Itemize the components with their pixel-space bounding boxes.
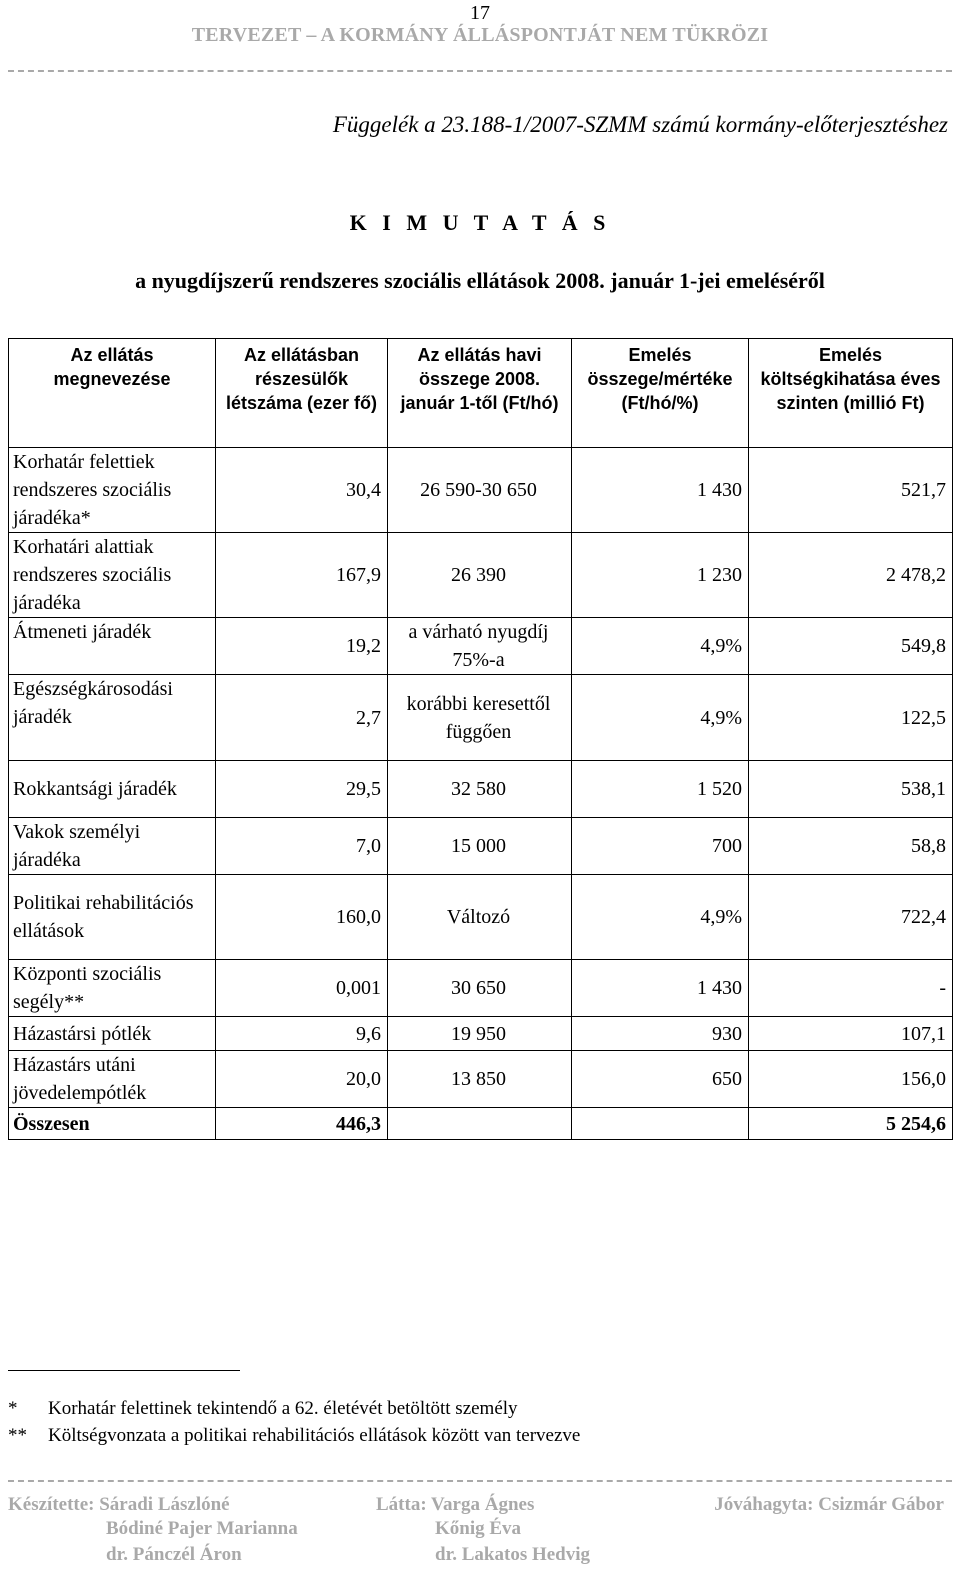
increase-cell: 4,9%: [572, 675, 749, 761]
table-header-row: [9, 339, 953, 448]
document-title: K I M U T A T Á S: [349, 210, 611, 235]
page-number: 17: [470, 2, 490, 24]
total-monthly-amount: [388, 1108, 572, 1140]
annual-cost-cell: 549,8: [749, 618, 953, 675]
appendix-reference: Függelék a 23.188-1/2007-SZMM számú kormány-előterjesztéshez: [332, 112, 948, 137]
increase-cell: 930: [572, 1017, 749, 1051]
footnote: [8, 1398, 518, 1420]
benefit-name: Politikai rehabilitációs ellátások: [9, 875, 216, 960]
increase-cell: 700: [572, 818, 749, 875]
total-annual-cost: 5 254,6: [749, 1108, 953, 1140]
document-subtitle: a nyugdíjszerű rendszeres szociális ellátások 2008. január 1-jei emeléséről: [135, 268, 825, 293]
footnote-mark: *: [8, 1398, 18, 1419]
benefit-name: Házastárs utáni jövedelempótlék: [9, 1051, 216, 1108]
recipients-cell: 2,7: [216, 675, 388, 761]
seen-by: Látta: Varga Ágnes: [376, 1494, 535, 1515]
increase-cell: 650: [572, 1051, 749, 1108]
recipients-cell: 30,4: [216, 448, 388, 533]
seen-by-third: dr. Lakatos Hedvig: [435, 1544, 591, 1565]
total-label: Összesen: [9, 1108, 216, 1140]
benefit-name: Házastársi pótlék: [9, 1017, 216, 1051]
prepared-by: Készítette: Sáradi Lászlóné: [8, 1494, 230, 1515]
recipients-cell: 19,2: [216, 618, 388, 675]
seen-by-second: Kőnig Éva: [435, 1518, 522, 1539]
annual-cost-cell: 521,7: [749, 448, 953, 533]
prepared-by-third: dr. Pánczél Áron: [106, 1544, 242, 1565]
benefit-name: Központi szociális segély**: [9, 960, 216, 1017]
annual-cost-cell: 107,1: [749, 1017, 953, 1051]
monthly-amount-cell: Változó: [388, 875, 572, 960]
monthly-amount-cell: a várható nyugdíj 75%-a: [388, 618, 572, 675]
recipients-cell: 167,9: [216, 533, 388, 618]
annual-cost-cell: 122,5: [749, 675, 953, 761]
recipients-cell: 9,6: [216, 1017, 388, 1051]
annual-cost-cell: 722,4: [749, 875, 953, 960]
recipients-cell: 7,0: [216, 818, 388, 875]
column-header: Emelés költségkihatása éves szinten (millió Ft): [749, 339, 953, 448]
increase-cell: 1 430: [572, 448, 749, 533]
footnote-text: Költségvonzata a politikai rehabilitációs ellátások között van tervezve: [48, 1425, 581, 1446]
total-row: [9, 1108, 953, 1140]
table-row: [9, 533, 953, 618]
header-divider: [8, 70, 952, 72]
benefit-name: Korhatár felettiek rendszeres szociális járadéka*: [9, 448, 216, 533]
monthly-amount-cell: 30 650: [388, 960, 572, 1017]
annual-cost-cell: 538,1: [749, 761, 953, 818]
recipients-cell: 20,0: [216, 1051, 388, 1108]
table-row: [9, 448, 953, 533]
footnote: [8, 1425, 580, 1447]
footer-divider: [8, 1480, 952, 1482]
annual-cost-cell: -: [749, 960, 953, 1017]
column-header: Az ellátás megnevezése: [9, 339, 216, 448]
table-row: [9, 675, 953, 761]
benefit-name: Rokkantsági járadék: [9, 761, 216, 818]
recipients-cell: 29,5: [216, 761, 388, 818]
increase-cell: 1 230: [572, 533, 749, 618]
annual-cost-cell: 156,0: [749, 1051, 953, 1108]
table-row: [9, 818, 953, 875]
benefit-name: Vakok személyi járadéka: [9, 818, 216, 875]
recipients-cell: 0,001: [216, 960, 388, 1017]
column-header: Emelés összege/mértéke (Ft/hó/%): [572, 339, 749, 448]
prepared-by-second: Bódiné Pajer Marianna: [106, 1518, 298, 1539]
monthly-amount-cell: 15 000: [388, 818, 572, 875]
increase-cell: 4,9%: [572, 618, 749, 675]
footnote-separator: [8, 1370, 240, 1371]
increase-cell: 1 430: [572, 960, 749, 1017]
increase-cell: 4,9%: [572, 875, 749, 960]
table-row: [9, 1051, 953, 1108]
benefits-table: [8, 338, 953, 1140]
monthly-amount-cell: 32 580: [388, 761, 572, 818]
total-increase: [572, 1108, 749, 1140]
total-recipients: 446,3: [216, 1108, 388, 1140]
table-row: [9, 875, 953, 960]
increase-cell: 1 520: [572, 761, 749, 818]
annual-cost-cell: 58,8: [749, 818, 953, 875]
table-row: [9, 1017, 953, 1051]
monthly-amount-cell: 26 590-30 650: [388, 448, 572, 533]
annual-cost-cell: 2 478,2: [749, 533, 953, 618]
monthly-amount-cell: 26 390: [388, 533, 572, 618]
monthly-amount-cell: 19 950: [388, 1017, 572, 1051]
approved-by: Jóváhagyta: Csizmár Gábor: [714, 1494, 944, 1515]
table-row: [9, 618, 953, 675]
footnote-mark: **: [8, 1425, 27, 1446]
recipients-cell: 160,0: [216, 875, 388, 960]
monthly-amount-cell: korábbi keresettől függően: [388, 675, 572, 761]
benefit-name: Korhatári alattiak rendszeres szociális járadéka: [9, 533, 216, 618]
monthly-amount-cell: 13 850: [388, 1051, 572, 1108]
benefit-name: Átmeneti járadék: [9, 618, 216, 675]
draft-notice: TERVEZET – A KORMÁNY ÁLLÁSPONTJÁT NEM TÜKRÖZI: [191, 24, 769, 46]
column-header: Az ellátásban részesülők létszáma (ezer fő): [216, 339, 388, 448]
table-row: [9, 960, 953, 1017]
column-header: Az ellátás havi összege 2008. január 1-től (Ft/hó): [388, 339, 572, 448]
benefit-name: Egészségkárosodási járadék: [9, 675, 216, 761]
table-row: [9, 761, 953, 818]
footnote-text: Korhatár felettinek tekintendő a 62. életévét betöltött személy: [48, 1398, 518, 1419]
